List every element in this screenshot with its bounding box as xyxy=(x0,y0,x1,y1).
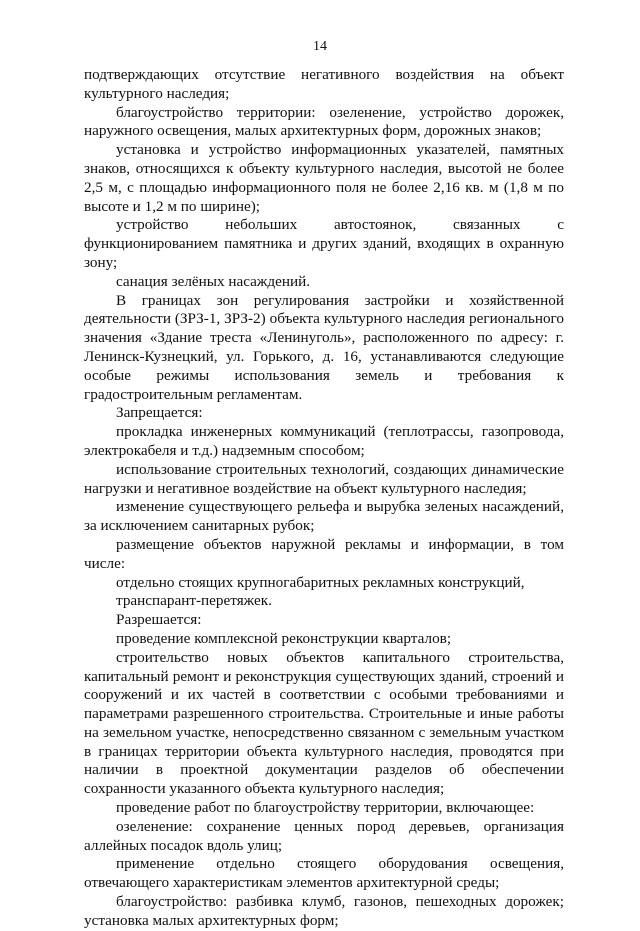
paragraph-info-signs: установка и устройство информационных указателей, памятных знаков, относящихся к объекту культурного наследия, высотой не более 2,5 м, с площадью информационного поля не более 2,16 кв. м (1,8 м по высоте и 1,2 м по ширине); xyxy=(84,141,564,215)
list-item-lighting: применение отдельно стоящего оборудования освещения, отвечающего характеристикам элементов архитектурной среды; xyxy=(84,855,564,892)
list-item-improvement-works: проведение работ по благоустройству территории, включающее: xyxy=(116,799,535,817)
heading-prohibited: Запрещается: xyxy=(116,404,203,422)
list-item-advertising: размещение объектов наружной рекламы и информации, в том числе: xyxy=(84,535,564,572)
page-number: 14 xyxy=(313,39,327,54)
list-item-relief: изменение существующего рельефа и вырубка зеленых насаждений, за исключением санитарных рубок; xyxy=(84,498,564,535)
heading-permitted: Разрешается: xyxy=(116,611,202,629)
document-body xyxy=(84,66,564,931)
list-item-greening: озеленение: сохранение ценных пород деревьев, организация аллейных посадок вдоль улиц; xyxy=(84,817,564,854)
list-item-billboards: отдельно стоящих крупногабаритных рекламных конструкций, xyxy=(116,573,525,591)
list-item-construction: строительство новых объектов капитального строительства, капитальный ремонт и реконструкция существующих зданий, строений и сооружений и их частей в соответствии с особыми требованиями и параметрами разрешенного строительства. Строительные и иные работы на земельном участке, непосредственно связанном с земельным участком в границах территории объекта культурного наследия, проводятся при наличии в проектной документации разделов об обеспечении сохранности указанного объекта культурного наследия; xyxy=(84,648,564,798)
list-item-reconstruction: проведение комплексной реконструкции кварталов; xyxy=(116,629,452,647)
paragraph-sanitation: санация зелёных насаждений. xyxy=(116,272,311,290)
paragraph-landscaping: благоустройство территории: озеленение, устройство дорожек, наружного освещения, малых архитектурных форм, дорожных знаков; xyxy=(84,103,564,140)
paragraph-parking: устройство небольших автостоянок, связанных с функционированием памятника и других зданий, входящих в охранную зону; xyxy=(84,216,564,271)
list-item-utilities: прокладка инженерных коммуникаций (теплотрассы, газопровода, электрокабеля и т.д.) надземным способом; xyxy=(84,423,564,459)
paragraph-continuation: подтверждающих отсутствие негативного воздействия на объект культурного наследия; xyxy=(84,66,564,102)
paragraph-zone-regulation: В границах зон регулирования застройки и хозяйственной деятельности (ЗРЗ-1, ЗРЗ-2) объекта культурного наследия регионального значения «Здание треста «Ленинуголь», расположенного по адресу: г. Ленинск-Кузнецкий, ул. Горького, д. 16, устанавливаются следующие особые режимы использования земель и требования к градостроительным регламентам. xyxy=(84,291,564,403)
list-item-beautification: благоустройство: разбивка клумб, газонов, пешеходных дорожек; установка малых архитектурных форм; xyxy=(84,893,564,929)
list-item-technologies: использование строительных технологий, создающих динамические нагрузки и негативное воздействие на объект культурного наследия; xyxy=(84,460,564,497)
list-item-banners: транспарант-перетяжек. xyxy=(116,592,272,610)
